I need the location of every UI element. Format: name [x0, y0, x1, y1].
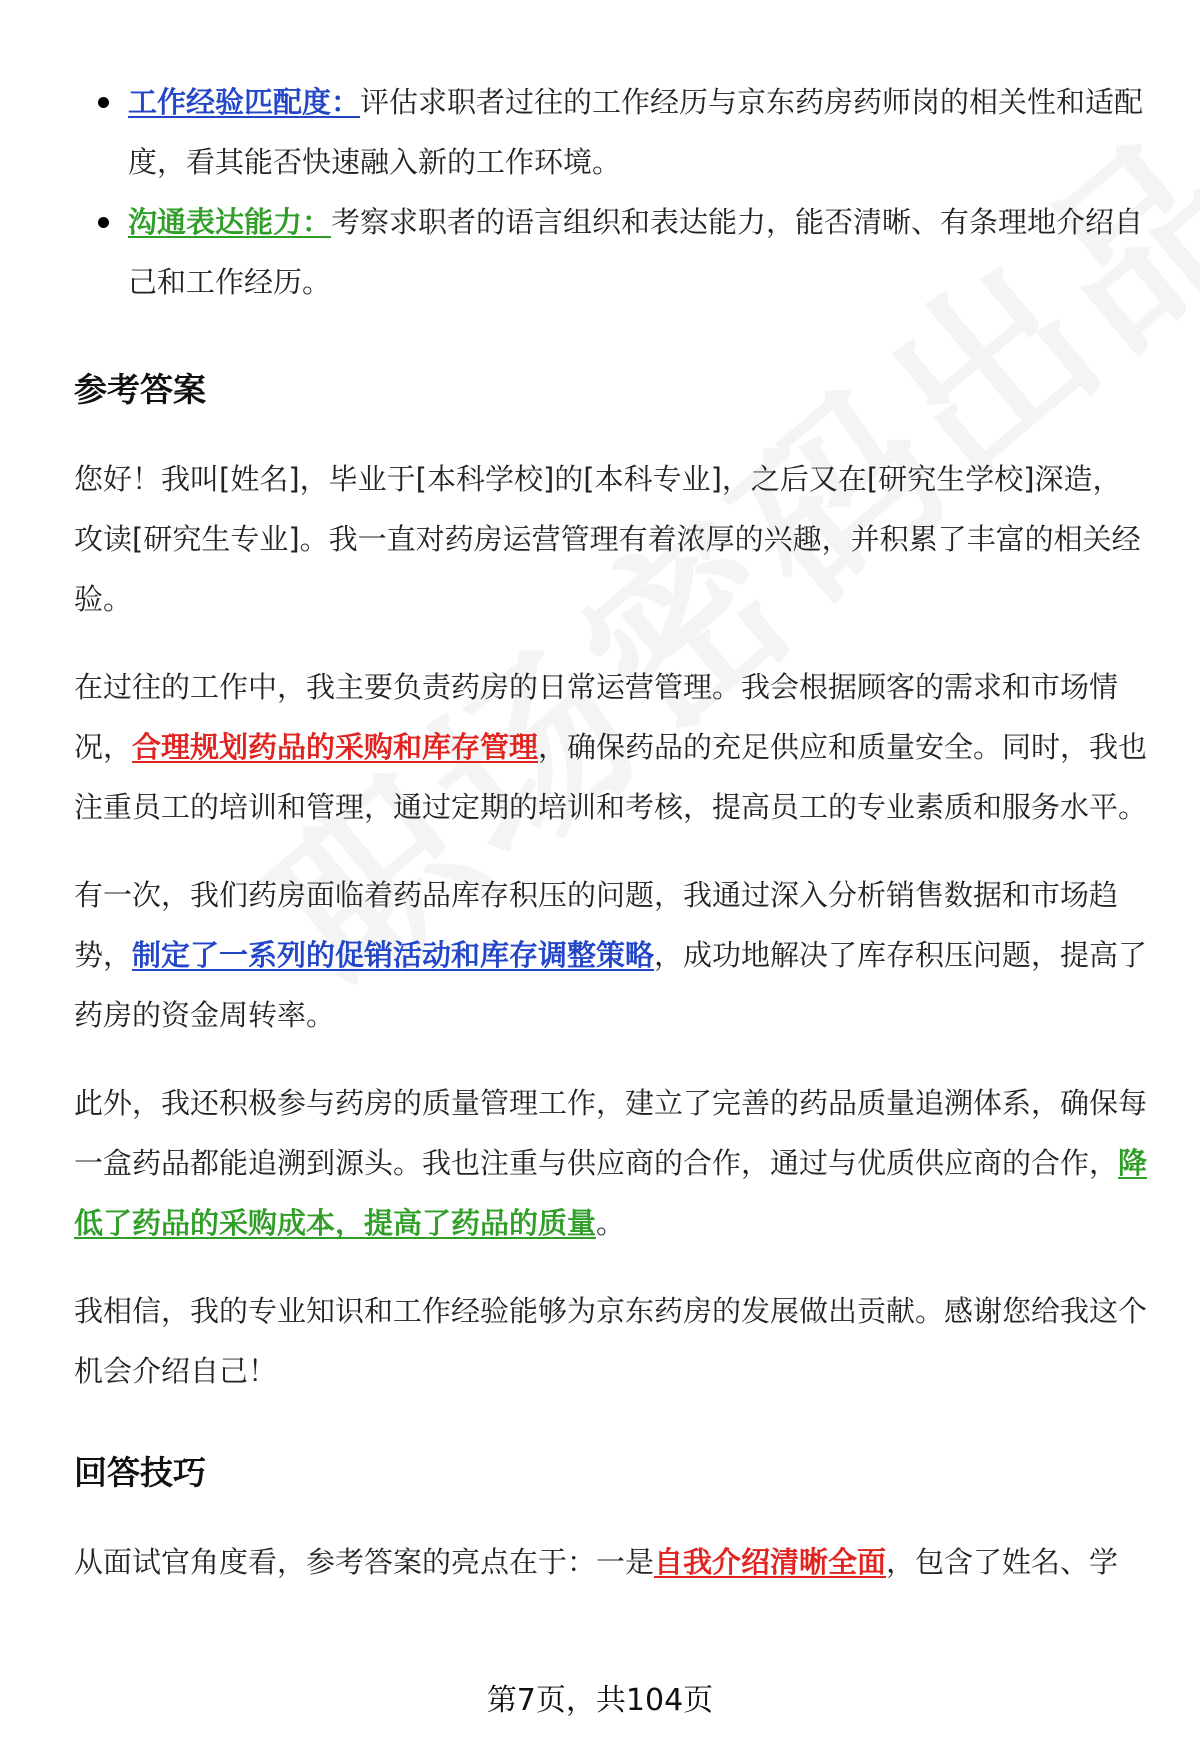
reference-paragraph-4 [74, 1073, 1149, 1253]
criteria-list [74, 72, 1149, 312]
page-content [74, 72, 1149, 1620]
paragraph-text: 此外，我还积极参与药房的质量管理工作，建立了完善的药品质量追溯体系，确保每一盒药品都能追溯到源头。我也注重与供应商的合作，通过与优质供应商的合作， [74, 1086, 1148, 1180]
tips-paragraph-1 [74, 1532, 1149, 1592]
paragraph-text: ，包含了姓名、学 [886, 1545, 1119, 1579]
highlight-text: 合理规划药品的采购和库存管理 [132, 730, 539, 764]
bullet-icon [98, 217, 109, 228]
paragraph-text: 在过往的工作中，我主要负责药房的日常运营管理。我会根据顾客的需求和市场情况， [74, 670, 1119, 764]
reference-paragraph-3 [74, 865, 1149, 1045]
paragraph-text: 从面试官角度看，参考答案的亮点在于：一是 [74, 1545, 655, 1579]
reference-paragraph-1: 您好！我叫[姓名]，毕业于[本科学校]的[本科专业]，之后又在[研究生学校]深造，攻读[研究生专业]。我一直对药房运营管理有着浓厚的兴趣，并积累了丰富的相关经验。 [74, 462, 1141, 616]
tips-heading: 回答技巧 [74, 1453, 206, 1492]
bullet-keyword: 沟通表达能力： [128, 205, 332, 239]
paragraph-text: 。 [596, 1206, 626, 1240]
reference-paragraph-5: 我相信，我的专业知识和工作经验能够为京东药房的发展做出贡献。感谢您给我这个机会介绍自己！ [74, 1294, 1148, 1388]
highlight-text: 制定了一系列的促销活动和库存调整策略 [132, 938, 655, 972]
highlight-text: 降低了药品的采购成本，提高了药品的质量 [74, 1146, 1148, 1240]
paragraph-text: ，确保药品的充足供应和质量安全。同时，我也注重员工的培训和管理，通过定期的培训和考核，提高员工的专业素质和服务水平。 [74, 730, 1148, 824]
bullet-text: 评估求职者过往的工作经历与京东药房药师岗的相关性和适配度，看其能否快速融入新的工作环境。 [128, 85, 1144, 179]
bullet-icon [98, 97, 109, 108]
reference-paragraph-2 [74, 657, 1149, 837]
list-item [74, 72, 1149, 192]
paragraph-text: 有一次，我们药房面临着药品库存积压的问题，我通过深入分析销售数据和市场趋势， [74, 878, 1119, 972]
bullet-keyword: 工作经验匹配度： [128, 85, 361, 119]
page-number: 第7页，共104页 [486, 1683, 714, 1718]
paragraph-text: ，成功地解决了库存积压问题，提高了药房的资金周转率。 [74, 938, 1148, 1032]
highlight-text: 自我介绍清晰全面 [654, 1545, 887, 1579]
reference-heading: 参考答案 [74, 370, 206, 409]
bullet-text: 考察求职者的语言组织和表达能力，能否清晰、有条理地介绍自己和工作经历。 [128, 205, 1144, 299]
list-item [74, 192, 1149, 312]
